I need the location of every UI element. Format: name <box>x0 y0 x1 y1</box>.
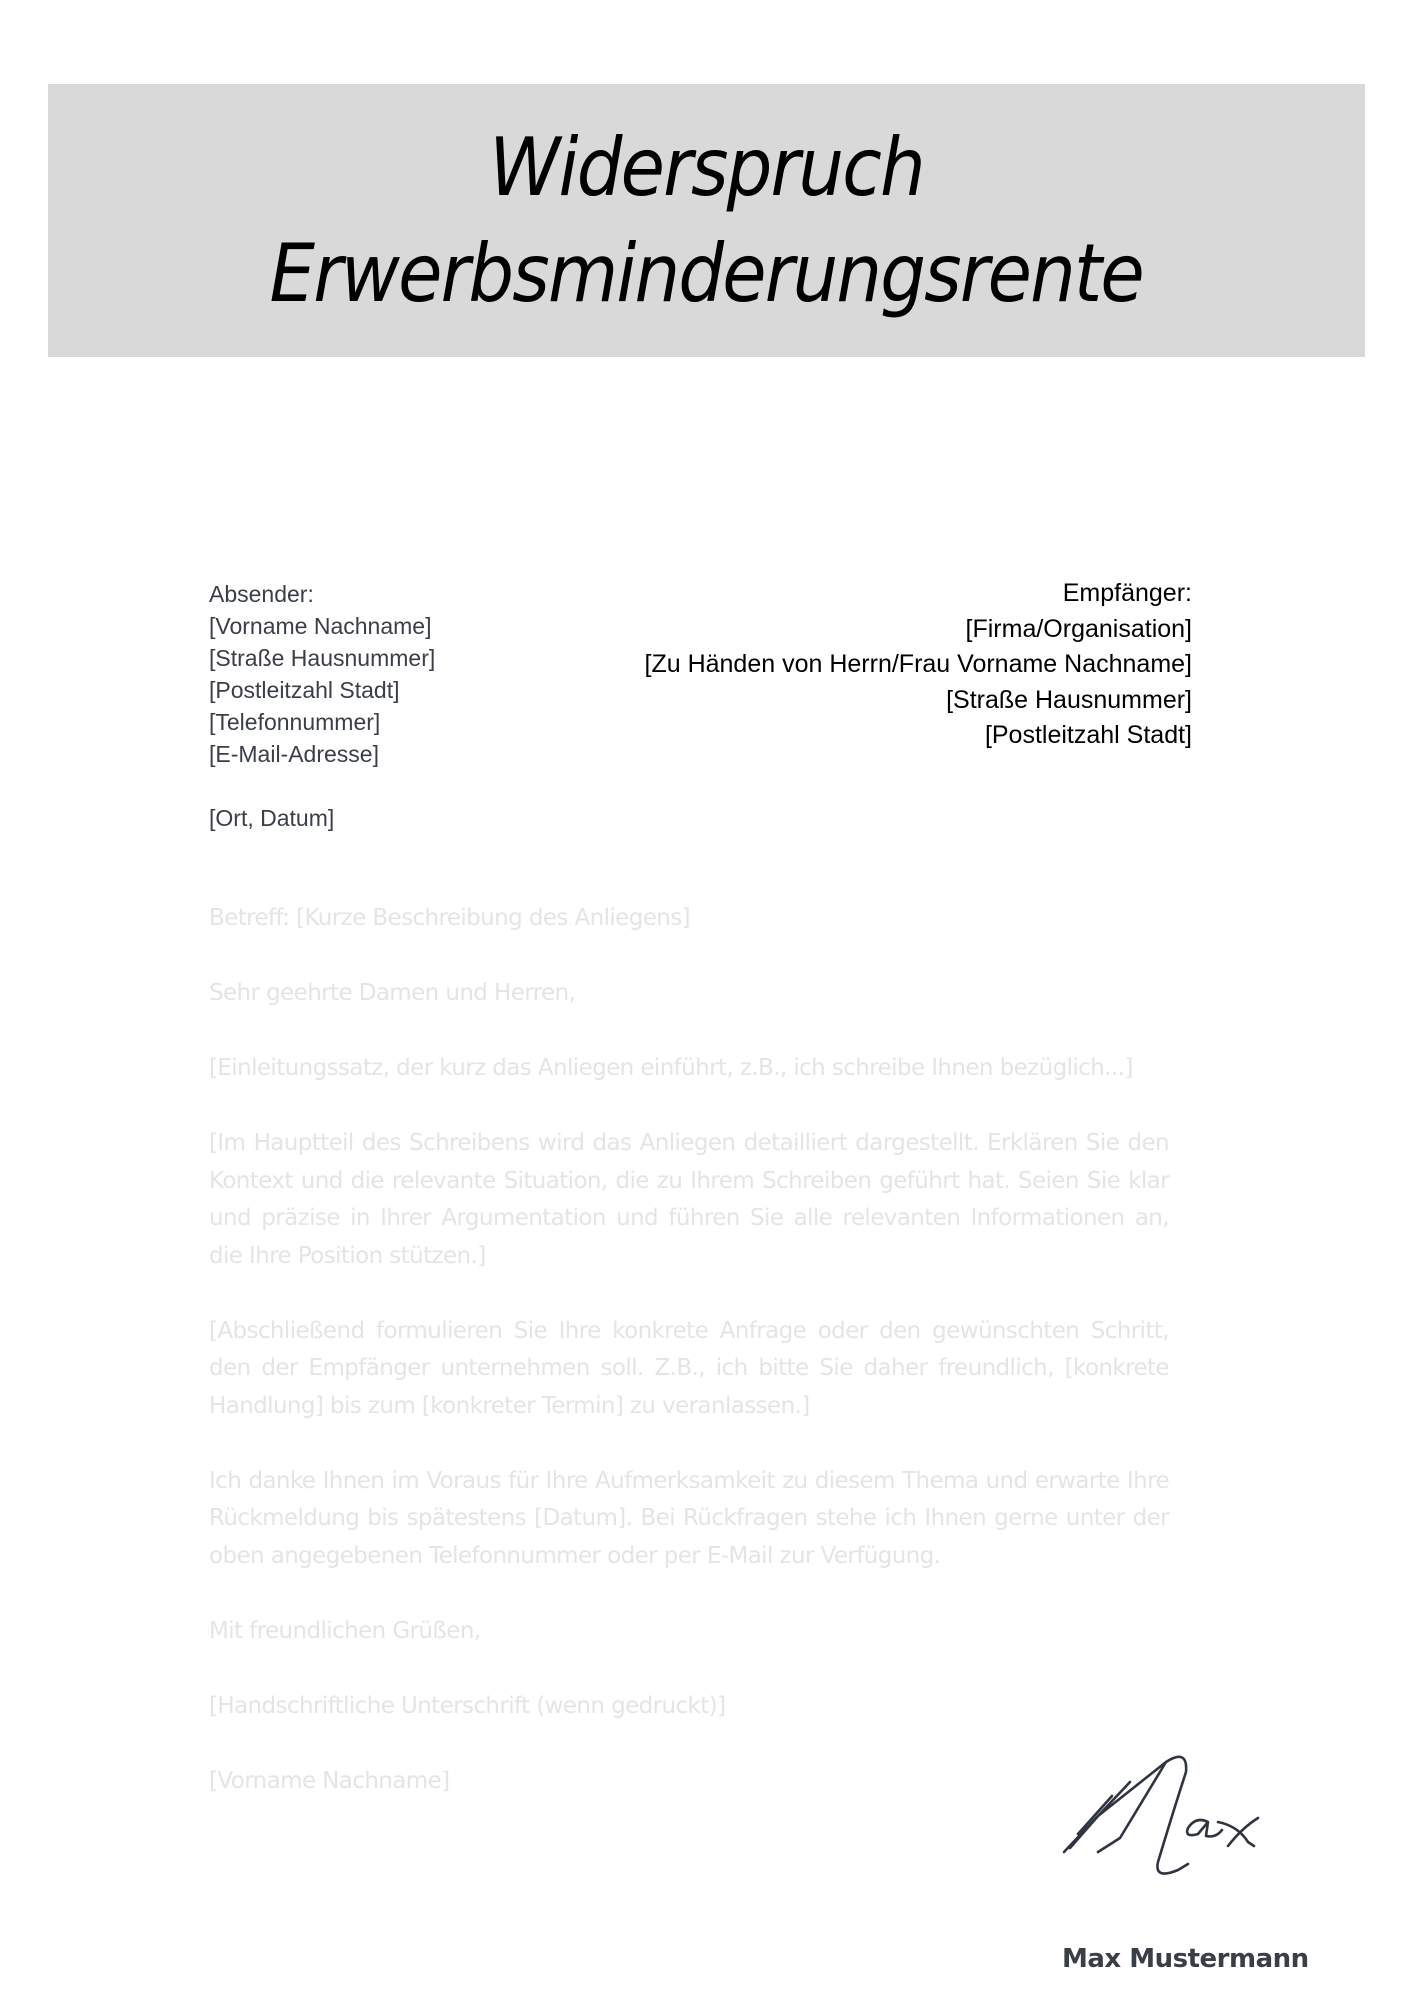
closing: Mit freundlichen Grüßen, <box>209 1617 481 1644</box>
name-placeholder: [Vorname Nachname] <box>209 1767 450 1794</box>
sender-block <box>209 578 435 834</box>
letter-body <box>209 900 1169 1838</box>
place-date: [Ort, Datum] <box>209 805 335 831</box>
printed-signature-name: Max Mustermann <box>1062 1944 1309 1974</box>
sender-name: [Vorname Nachname] <box>209 613 432 639</box>
title-banner <box>48 84 1365 357</box>
recipient-block <box>645 576 1193 754</box>
recipient-attention: [Zu Händen von Herrn/Frau Vorname Nachname] <box>644 650 1192 678</box>
signature-placeholder: [Handschriftliche Unterschrift (wenn gedruckt)] <box>209 1692 726 1719</box>
main-paragraph: [Im Hauptteil des Schreibens wird das Anliegen detailliert dargestellt. Erklären Sie den Kontext und die relevante Situation, die zu Ihrem Schreiben geführt hat. Seien Sie klar und präzise in Ihrer Argumentation und führen Sie alle relevanten Informationen an, die Ihre Position stützen.] <box>209 1130 1169 1269</box>
sender-phone: [Telefonnummer] <box>209 709 381 735</box>
recipient-company: [Firma/Organisation] <box>965 614 1192 643</box>
recipient-city: [Postleitzahl Stadt] <box>984 721 1192 749</box>
recipient-street: [Straße Hausnummer] <box>946 685 1192 714</box>
recipient-label: Empfänger: <box>1062 579 1192 607</box>
sender-street: [Straße Hausnummer] <box>209 645 436 671</box>
title-line-1: Widerspruch <box>489 120 924 214</box>
subject-line: Betreff: [Kurze Beschreibung des Anliegens] <box>209 905 691 931</box>
intro-paragraph: [Einleitungssatz, der kurz das Anliegen einführt, z.B., ich schreibe Ihnen bezüglich...] <box>209 1055 1133 1081</box>
salutation: Sehr geehrte Damen und Herren, <box>209 980 576 1006</box>
sender-label: Absender: <box>209 581 314 607</box>
sender-email: [E-Mail-Adresse] <box>209 741 379 767</box>
request-paragraph: [Abschließend formulieren Sie Ihre konkrete Anfrage oder den gewünschten Schritt, den der Empfänger unternehmen soll. Z.B., ich bitte Sie daher freundlich, [konkrete Handlung] bis zum [konkreter Termin] zu veranlassen.] <box>209 1317 1169 1419</box>
handwritten-signature-icon <box>1058 1752 1288 1892</box>
title-line-2: Erwerbsminderungsrente <box>269 226 1144 320</box>
thanks-paragraph: Ich danke Ihnen im Voraus für Ihre Aufmerksamkeit zu diesem Thema und erwarte Ihre Rückmeldung bis spätestens [Datum]. Bei Rückfragen stehe ich Ihnen gerne unter der oben angegebenen Telefonnummer oder per E-Mail zur Verfügung. <box>209 1467 1169 1569</box>
sender-city: [Postleitzahl Stadt] <box>209 677 400 703</box>
